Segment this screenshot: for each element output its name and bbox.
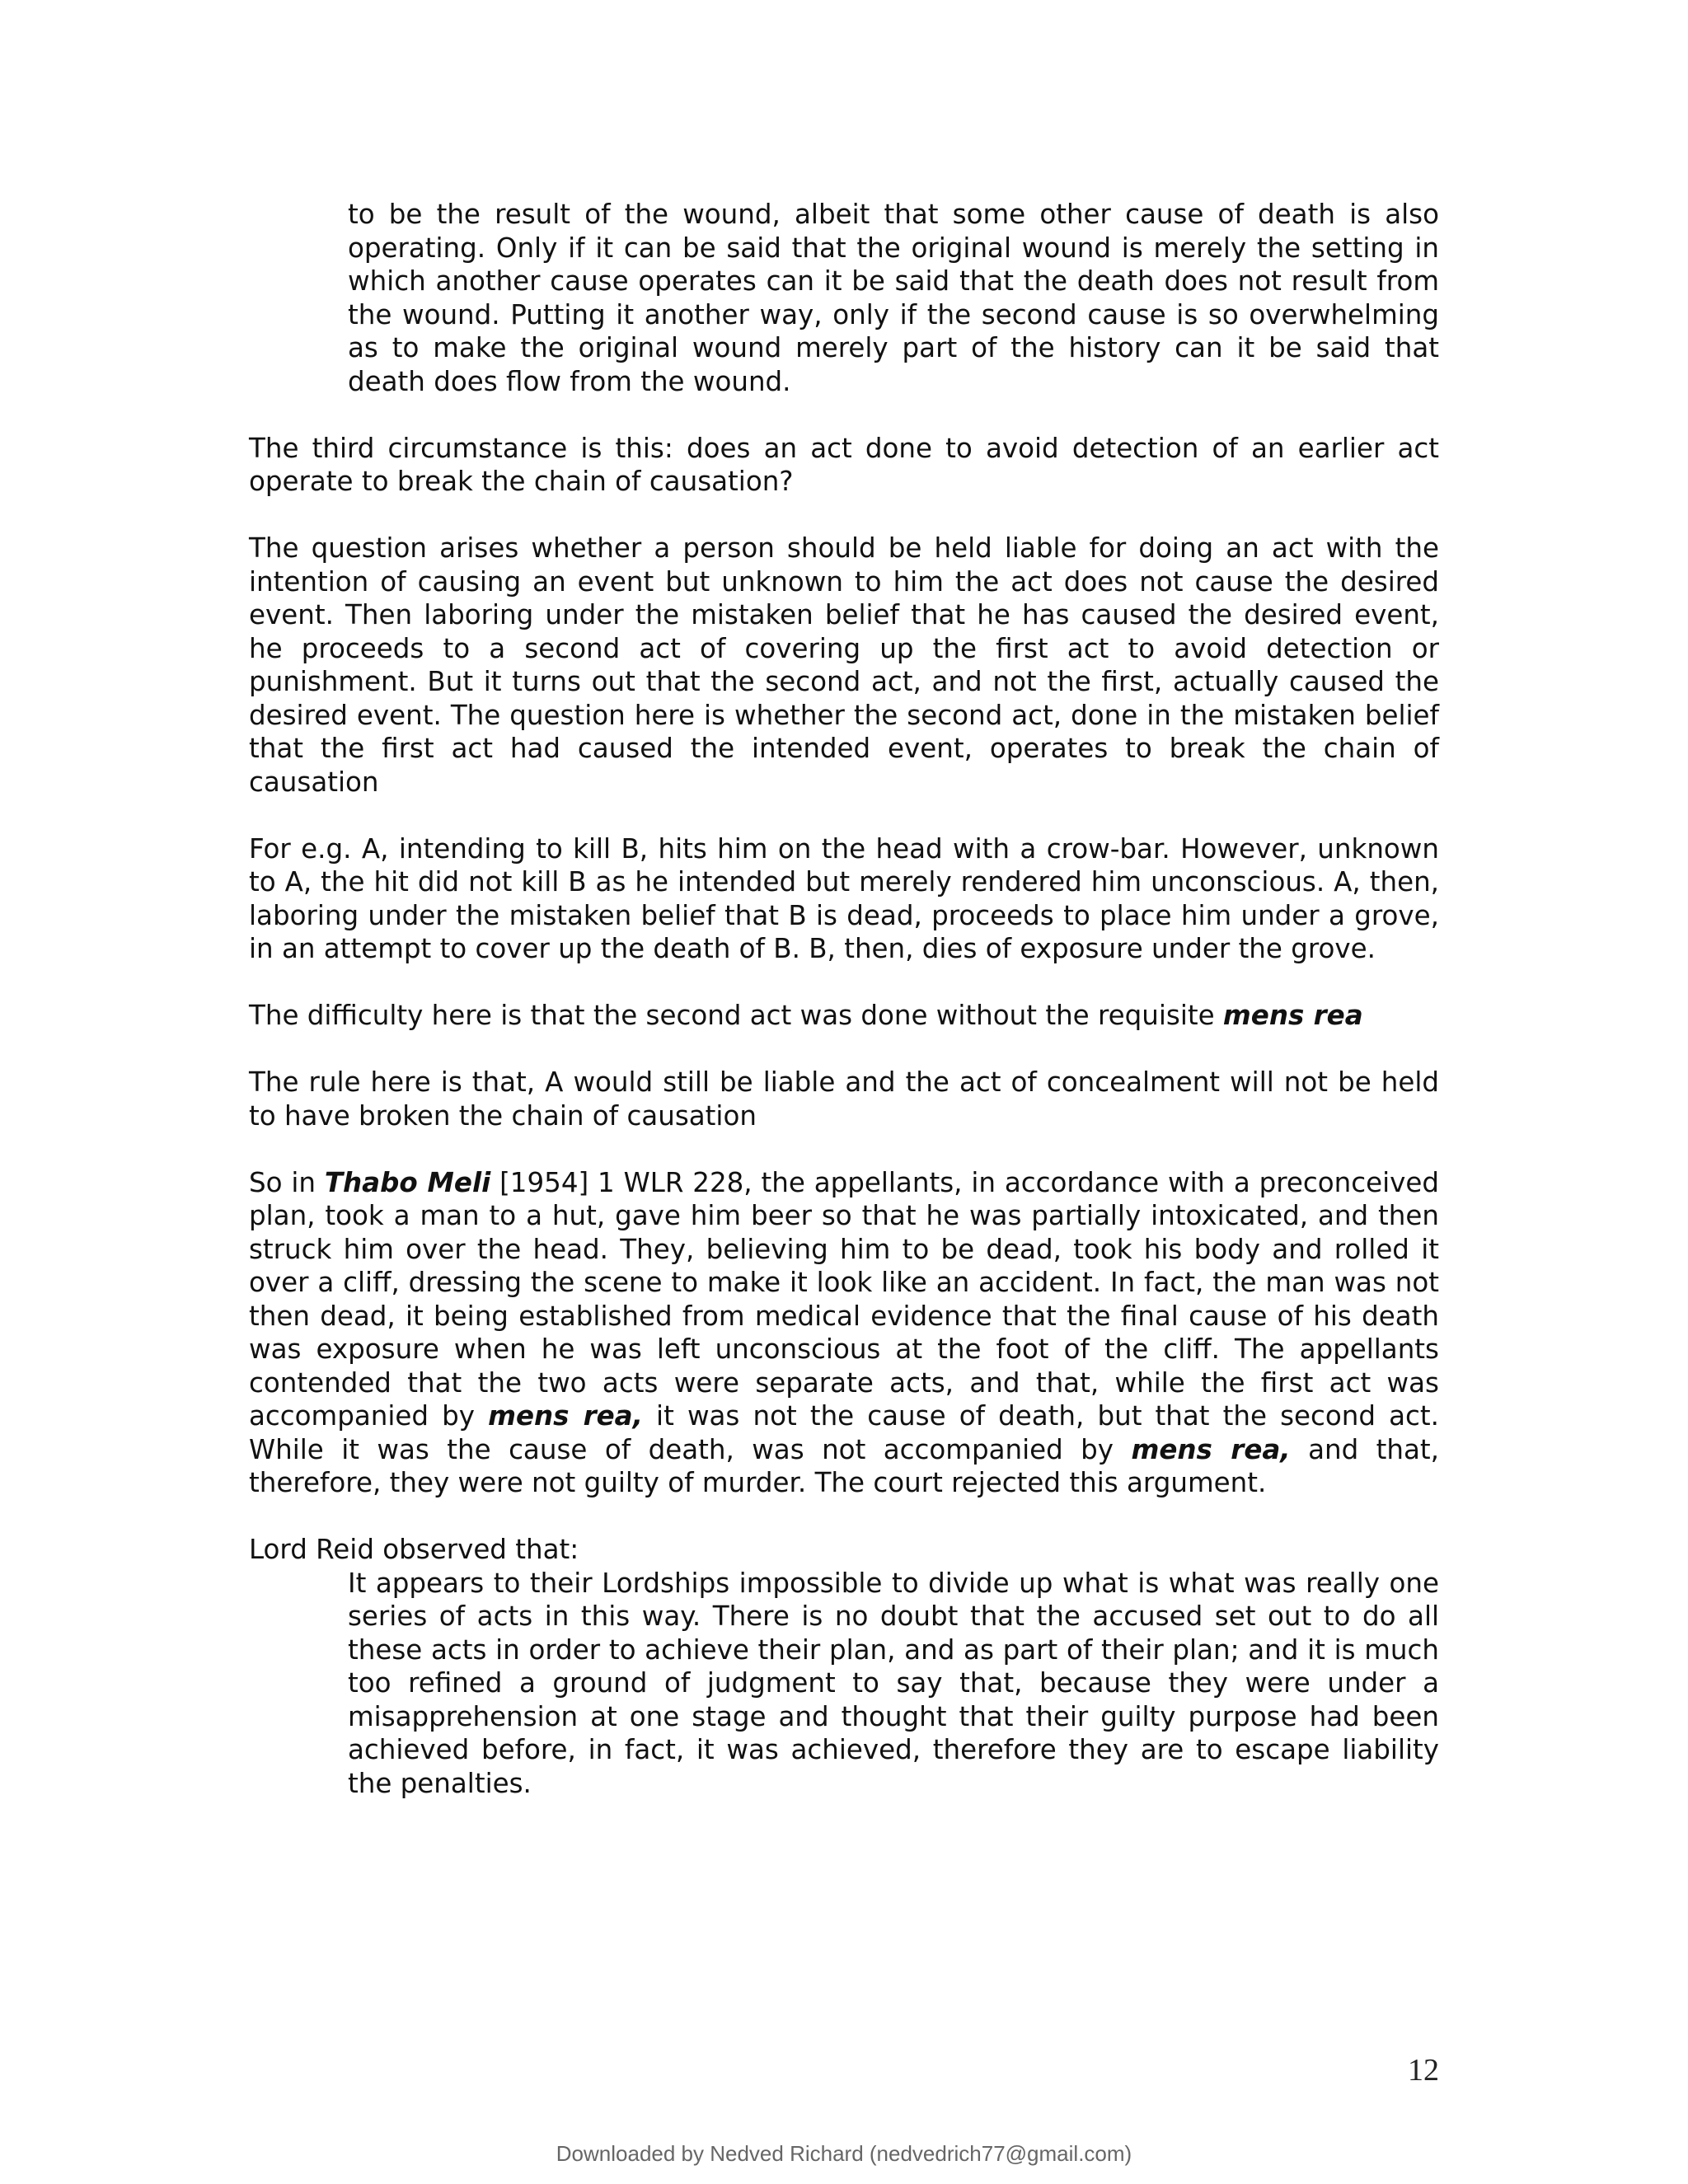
page-number: 12 bbox=[1408, 2053, 1439, 2088]
mens-rea-emphasis: mens rea bbox=[1222, 1000, 1363, 1031]
thabo-text-3: it was not the cause of death, but that the second act. While it was the cause of death, was not accompanied by bbox=[249, 1400, 1439, 1465]
thabo-text-1: So in bbox=[249, 1166, 325, 1198]
thabo-text-2: [1954] 1 WLR 228, the appellants, in accordance with a preconceived plan, took a man to a hut, gave him beer so that he was partially intoxicated, and then struck him over the head. They, believing him to be dead, took his body and rolled it over a cliff, dressing the scene to make it look like an accident. In fact, the man was not then dead, it being established from medical evidence that the final cause of his death was exposure when he was left unconscious at the foot of the cliff. The appellants contended that the two acts were separate acts, and that, while the first act was accompanied by bbox=[249, 1166, 1439, 1432]
thabo-text-4: and that, therefore, they were not guilty of murder. The court rejected this argument. bbox=[249, 1433, 1439, 1498]
mens-rea-emphasis-1: mens rea, bbox=[488, 1400, 643, 1432]
mens-rea-emphasis-2: mens rea, bbox=[1131, 1433, 1291, 1465]
block-quote-wound: to be the result of the wound, albeit that some other cause of death is also operating. Only if it can be said that the original wound is merely the setting in which another cause operates can it be said that the death does not result from the wound. Putting it another way, only if the second cause is so overwhelming as to make the original wound merely part of the history can it be said that death does flow from the wound. bbox=[348, 199, 1439, 397]
difficulty-text: The difficulty here is that the second act was done without the requisite bbox=[249, 1000, 1223, 1031]
block-quote-lord-reid: It appears to their Lordships impossible to divide up what is what was really one series of acts in this way. There is no doubt that the accused set out to do all these acts in order to achieve their plan, and as part of their plan; and it is much too refined a ground of judgment to say that, because they were under a misapprehension at one stage and thought that their guilty purpose had been achieved before, in fact, it was achieved, therefore they are to escape liability the penalties. bbox=[348, 1567, 1439, 1799]
case-name-thabo-meli: Thabo Meli bbox=[324, 1166, 491, 1198]
paragraph-lord-reid: Lord Reid observed that: bbox=[249, 1534, 579, 1565]
paragraph-thabo-meli bbox=[249, 1166, 1439, 1500]
page-body bbox=[249, 198, 1439, 1834]
paragraph-question: The question arises whether a person should be held liable for doing an act with the intention of causing an event but unknown to him the act does not cause the desired event. Then laboring under the mistaken belief that he has caused the desired event, he proceeds to a second act of covering up the first act to avoid detection or punishment. But it turns out that the second act, and not the first, actually caused the desired event. The question here is whether the second act, done in the mistaken belief that the first act had caused the intended event, operates to break the chain of causation bbox=[249, 532, 1439, 798]
download-footer: Downloaded by Nedved Richard (nedvedrich77@gmail.com) bbox=[556, 2141, 1132, 2166]
paragraph-difficulty bbox=[249, 999, 1439, 1033]
paragraph-example: For e.g. A, intending to kill B, hits him on the head with a crow-bar. However, unknown to A, the hit did not kill B as he intended but merely rendered him unconscious. A, then, laboring under the mistaken belief that B is dead, proceeds to place him under a grove, in an attempt to cover up the death of B. B, then, dies of exposure under the grove. bbox=[249, 832, 1439, 964]
paragraph-third-circumstance: The third circumstance is this: does an act done to avoid detection of an earlier act operate to break the chain of causation? bbox=[249, 432, 1439, 497]
paragraph-rule: The rule here is that, A would still be liable and the act of concealment will not be held to have broken the chain of causation bbox=[249, 1066, 1439, 1132]
